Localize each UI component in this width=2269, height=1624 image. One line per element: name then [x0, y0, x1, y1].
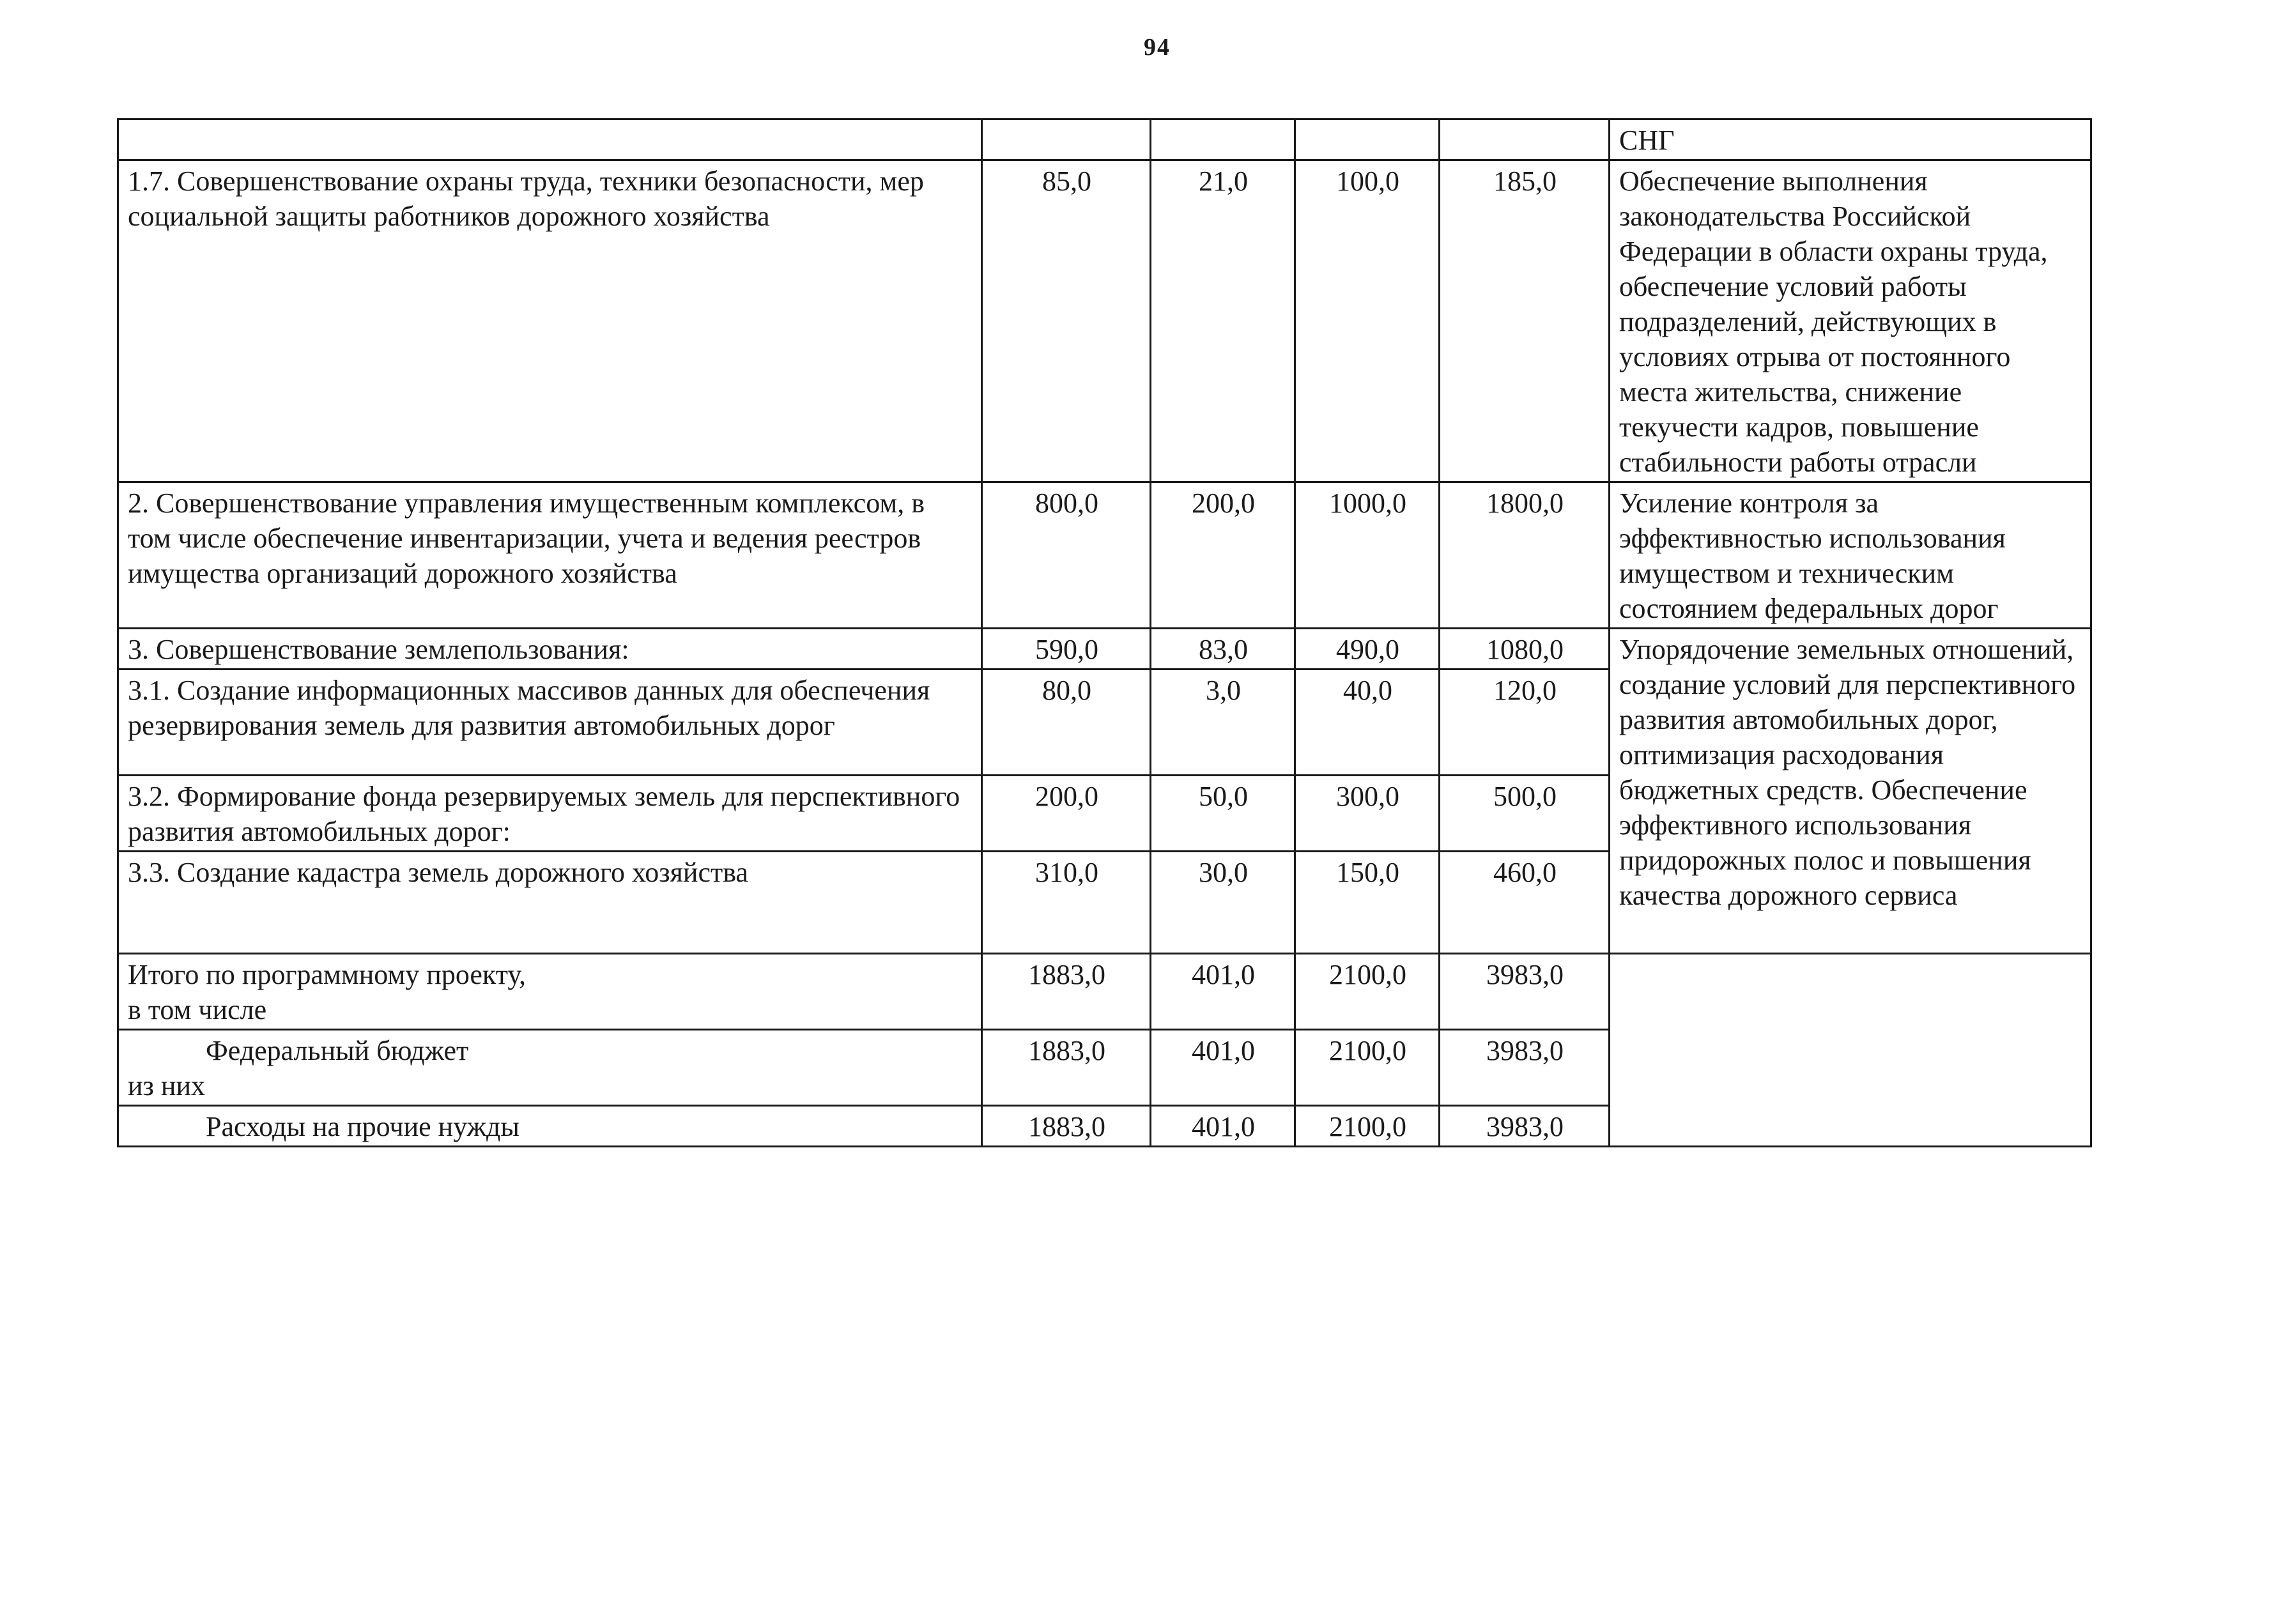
- total-cell: 1080,0: [1440, 629, 1610, 670]
- value-cell: 2100,0: [1295, 954, 1440, 1030]
- label-cell: 2. Совершенствование управления имущественным комплексом, в том числе обеспечение инвентаризации, учета и ведения реестров имущества организаций дорожного хозяйства: [118, 482, 982, 629]
- label-line: Итого по программному проекту,: [128, 959, 526, 990]
- label-cell: 3. Совершенствование землепользования:: [118, 629, 982, 670]
- value-cell: 401,0: [1151, 1106, 1295, 1147]
- total-cell: 185,0: [1440, 160, 1610, 482]
- value-cell: 1883,0: [982, 954, 1151, 1030]
- value-cell: 100,0: [1295, 160, 1440, 482]
- value-cell: 150,0: [1295, 852, 1440, 954]
- value-cell: 800,0: [982, 482, 1151, 629]
- total-cell: 3983,0: [1440, 1030, 1610, 1106]
- label-line: в том числе: [128, 994, 267, 1025]
- table-row-total: [118, 954, 2091, 1030]
- label-line: Федеральный бюджет: [206, 1035, 469, 1066]
- value-cell: 40,0: [1295, 670, 1440, 776]
- label-cell: 3.3. Создание кадастра земель дорожного хозяйства: [118, 852, 982, 954]
- label-line: Расходы на прочие нужды: [206, 1111, 519, 1142]
- value-cell: 3,0: [1151, 670, 1295, 776]
- value-cell: 310,0: [982, 852, 1151, 954]
- value-cell: 490,0: [1295, 629, 1440, 670]
- value-cell: 1883,0: [982, 1030, 1151, 1106]
- value-cell: 200,0: [982, 776, 1151, 852]
- value-cell: 590,0: [982, 629, 1151, 670]
- value-cell: 83,0: [1151, 629, 1295, 670]
- label-cell: 1.7. Совершенствование охраны труда, техники безопасности, мер социальной защиты работников дорожного хозяйства: [118, 160, 982, 482]
- table-row: [118, 629, 2091, 670]
- value-cell: 401,0: [1151, 954, 1295, 1030]
- outcome-cell: Обеспечение выполнения законодательства Российской Федерации в области охраны труда, обеспечение условий работы подразделений, действующих в условиях отрыва от постоянного места жительства, снижение текучести кадров, повышение стабильности работы отрасли: [1610, 160, 2091, 482]
- value-cell: [982, 119, 1151, 160]
- label-cell: [118, 954, 982, 1030]
- total-cell: 500,0: [1440, 776, 1610, 852]
- label-cell: [118, 1030, 982, 1106]
- outcome-cell: СНГ: [1610, 119, 2091, 160]
- outcome-cell: Усиление контроля за эффективностью использования имуществом и техническим состоянием федеральных дорог: [1610, 482, 2091, 629]
- total-cell: 3983,0: [1440, 1106, 1610, 1147]
- table-row-header: [118, 119, 2091, 160]
- value-cell: [1151, 119, 1295, 160]
- value-cell: [1295, 119, 1440, 160]
- label-cell: [118, 119, 982, 160]
- label-cell: 3.1. Создание информационных массивов данных для обеспечения резервирования земель для развития автомобильных дорог: [118, 670, 982, 776]
- value-cell: 30,0: [1151, 852, 1295, 954]
- value-cell: 1883,0: [982, 1106, 1151, 1147]
- label-cell: 3.2. Формирование фонда резервируемых земель для перспективного развития автомобильных дорог:: [118, 776, 982, 852]
- label-cell: [118, 1106, 982, 1147]
- value-cell: 2100,0: [1295, 1106, 1440, 1147]
- value-cell: 2100,0: [1295, 1030, 1440, 1106]
- table-row: [118, 482, 2091, 629]
- total-cell: 120,0: [1440, 670, 1610, 776]
- value-cell: 50,0: [1151, 776, 1295, 852]
- budget-table: [117, 118, 2092, 1147]
- label-line: из них: [128, 1070, 206, 1101]
- value-cell: 300,0: [1295, 776, 1440, 852]
- table-row: [118, 160, 2091, 482]
- total-cell: 1800,0: [1440, 482, 1610, 629]
- value-cell: [1440, 119, 1610, 160]
- value-cell: 21,0: [1151, 160, 1295, 482]
- total-cell: 460,0: [1440, 852, 1610, 954]
- value-cell: 80,0: [982, 670, 1151, 776]
- value-cell: 200,0: [1151, 482, 1295, 629]
- page-number: 94: [1144, 34, 1171, 61]
- outcome-cell: Упорядочение земельных отношений, создание условий для перспективного развития автомобильных дорог, оптимизация расходования бюджетных средств. Обеспечение эффективного использования придорожных полос и повышения качества дорожного сервиса: [1610, 629, 2091, 954]
- total-cell: 3983,0: [1440, 954, 1610, 1030]
- value-cell: 1000,0: [1295, 482, 1440, 629]
- outcome-cell-empty: [1610, 954, 2091, 1147]
- value-cell: 401,0: [1151, 1030, 1295, 1106]
- value-cell: 85,0: [982, 160, 1151, 482]
